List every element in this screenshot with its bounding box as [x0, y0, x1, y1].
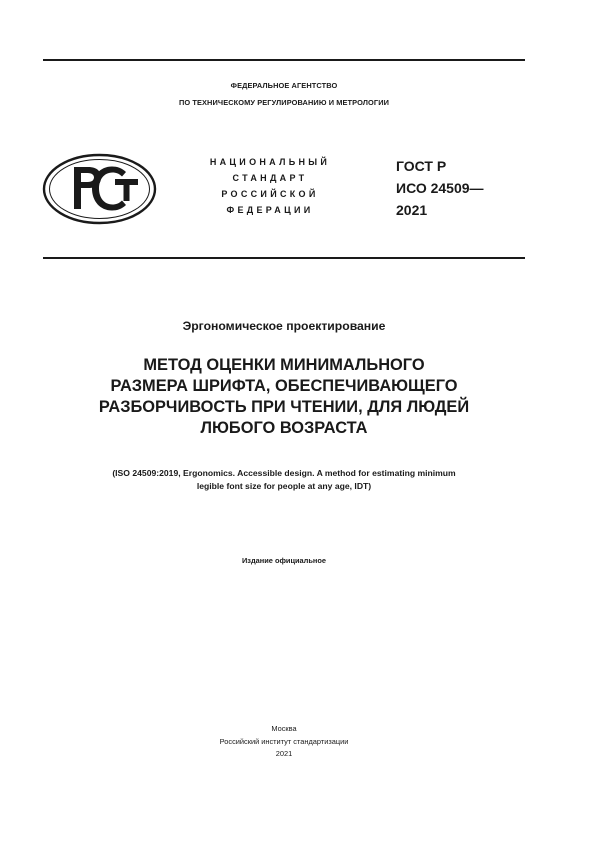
standard-type-line1: НАЦИОНАЛЬНЫЙ [209, 157, 331, 167]
rst-certification-logo-icon [42, 153, 157, 225]
standard-type-line2: СТАНДАРТ [232, 173, 308, 183]
imprint [43, 723, 525, 761]
title-line1: МЕТОД ОЦЕНКИ МИНИМАЛЬНОГО [143, 356, 425, 374]
title-line4: ЛЮБОГО ВОЗРАСТА [200, 419, 368, 437]
designation-line2: ИСО 24509— [396, 180, 484, 196]
title-line2: РАЗМЕРА ШРИФТА, ОБЕСПЕЧИВАЮЩЕГО [110, 377, 458, 395]
designation-line3: 2021 [396, 202, 428, 218]
title-line3: РАЗБОРЧИВОСТЬ ПРИ ЧТЕНИИ, ДЛЯ ЛЮДЕЙ [98, 398, 470, 416]
agency-name-line1: ФЕДЕРАЛЬНОЕ АГЕНТСТВО [230, 81, 338, 90]
imprint-publisher: Российский институт стандартизации [219, 736, 349, 746]
standard-type-line3: РОССИЙСКОЙ [221, 189, 319, 199]
standard-designation [396, 155, 484, 221]
standard-type-block [180, 154, 360, 218]
iso-reference-line2: legible font size for people at any age, IDT) [196, 481, 372, 491]
standard-type-line4: ФЕДЕРАЦИИ [226, 205, 314, 215]
top-rule [43, 59, 525, 61]
imprint-city: Москва [271, 724, 297, 733]
imprint-year: 2021 [275, 749, 293, 759]
iso-reference-line1: (ISO 24509:2019, Ergonomics. Accessible design. A method for estimating minimum [112, 468, 456, 478]
document-subtitle: Эргономическое проектирование [182, 319, 386, 333]
bottom-rule [43, 257, 525, 259]
edition-note: Издание официальное [241, 556, 326, 565]
agency-name-line2: ПО ТЕХНИЧЕСКОМУ РЕГУЛИРОВАНИЮ И МЕТРОЛОГИИ [178, 98, 390, 107]
document-title [43, 355, 525, 439]
iso-reference [30, 467, 538, 493]
designation-line1: ГОСТ Р [396, 158, 447, 174]
